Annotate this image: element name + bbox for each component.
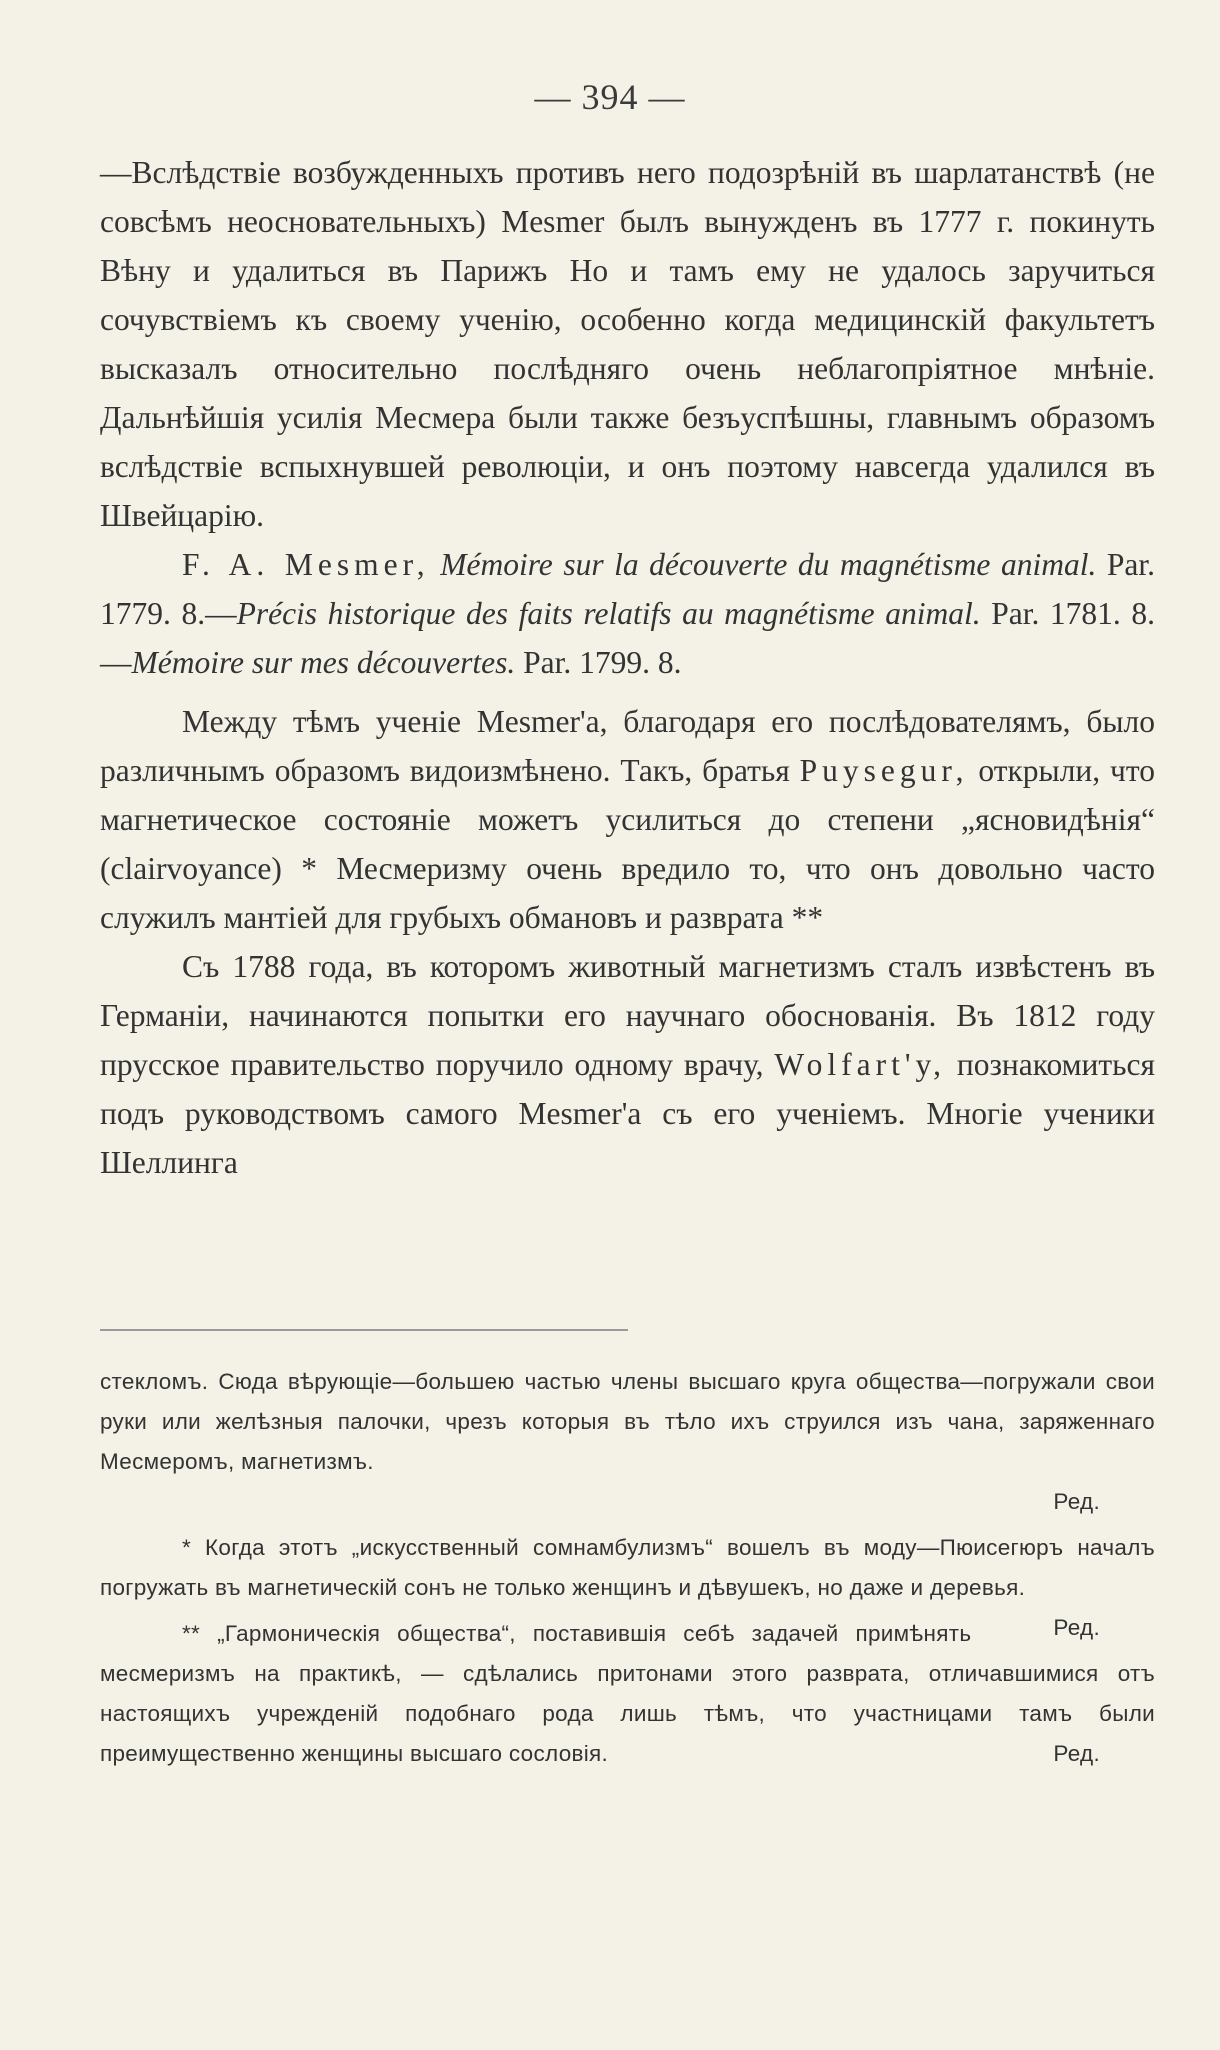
paragraph-mesmer-paris: —Вслѣдствіе возбужденныхъ противъ него подозрѣній въ шарлатанствѣ (не совсѣмъ неосновательныхъ) Mesmer былъ вынужденъ въ 1777 г. покинуть Вѣну и удалиться въ Парижъ Но и тамъ ему не удалось заручиться сочувствіемъ къ своему ученію, особенно когда медицинскій факультетъ высказалъ относительно послѣдняго очень неблагопріятное мнѣніе. Дальнѣйшія усилія Месмера были также безъуспѣшны, главнымъ образомъ вслѣдствіе вспыхнувшей революціи, и онъ поэтому навсегда удалился въ Швейцарію. <box>100 155 1155 533</box>
footnotes <box>100 1362 1155 1774</box>
bibliography-imprint-2: Par. 1781. 8.— <box>100 596 1155 680</box>
paragraph-germany-part-2: познакомиться подъ руководствомъ самого Mesmer'а съ его ученіемъ. Многіе ученики Шеллинга <box>100 1047 1155 1180</box>
paragraph-followers <box>100 697 1155 942</box>
paragraph-germany-part-1: Съ 1788 года, въ которомъ животный магнетизмъ сталъ извѣстенъ въ Германіи, начинаются попытки его научнаго обоснованія. Въ 1812 году прусское правительство поручило одному врачу, <box>100 949 1155 1082</box>
bibliography-imprint-3: Par. 1799. 8. <box>515 645 682 680</box>
bibliography-title-2: Précis historique des faits relatifs au magnétisme animal. <box>236 596 981 631</box>
editor-mark-1: Ред. <box>1053 1489 1100 1514</box>
footnote-separator <box>100 1329 628 1331</box>
footnote-2-text: ** „Гармоническія общества“, поставившія себѣ задачей примѣнять месмеризмъ на практикѣ, — сдѣлались притонами этого разврата, отличавшимися отъ настоящихъ учрежденій подобнаго рода лишь тѣмъ, что участницами тамъ были преимущественно женщины высшаго сословія. <box>100 1621 1155 1766</box>
bibliography-entry <box>100 540 1155 687</box>
main-text <box>100 148 1155 1187</box>
paragraph-followers-part-1: Между тѣмъ ученіе Mesmer'а, благодаря его послѣдователямъ, было различнымъ образомъ видоизмѣнено. Такъ, братья <box>100 704 1155 788</box>
editor-mark-3: Ред. <box>1053 1741 1100 1766</box>
footnote-1-text: * Когда этотъ „искусственный сомнамбулизмъ“ вошелъ въ моду—Пюисегюръ началъ погружать въ магнетическій сонъ не только женщинъ и дѣвушекъ, но даже и деревья. <box>100 1535 1155 1600</box>
bibliography-author: F. A. Mesmer, <box>182 547 430 582</box>
name-wolfart: Wolfart'у, <box>774 1047 946 1082</box>
footnote-continuation: стекломъ. Сюда вѣрующіе—большею частью члены высшаго круга общества—погружали свои руки или желѣзныя палочки, чрезъ которыя въ тѣло ихъ струился изъ чана, заряженнаго Месмеромъ, магнетизмъ. <box>100 1369 1155 1474</box>
footnote-1 <box>100 1528 1155 1640</box>
bibliography-title-3: Mémoire sur mes découvertes. <box>131 645 516 680</box>
page-number: — 394 — <box>534 77 686 117</box>
editor-mark-2: Ред. <box>1053 1615 1100 1640</box>
paragraph-followers-part-2: открыли, что магнетическое состояніе можетъ усилиться до степени „ясновидѣнія“ (clairvoyance) * Месмеризму очень вредило то, что онъ довольно часто служилъ мантіей для грубыхъ обмановъ и разврата ** <box>100 753 1155 935</box>
bibliography-title-1: Mémoire sur la découverte du magnétisme animal. <box>440 547 1097 582</box>
bibliography-imprint-1: Par. 1779. 8.— <box>100 547 1155 631</box>
paragraph-germany <box>100 942 1155 1187</box>
name-puysegur: Puysegur, <box>799 753 969 788</box>
